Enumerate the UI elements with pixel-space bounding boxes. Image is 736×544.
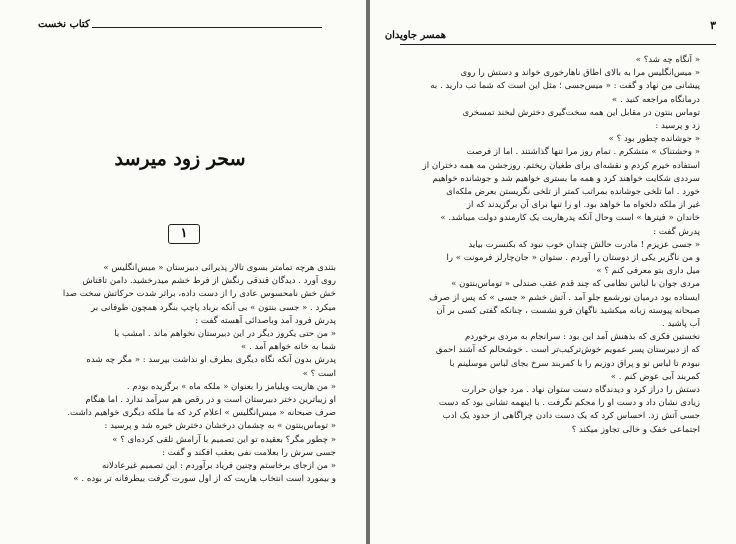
- text-line: زد و پرسید :: [655, 121, 700, 132]
- header-rule: [400, 44, 716, 45]
- text-line: پدرش فرود آمد وباصدائی آهسته گفت :: [195, 315, 336, 326]
- text-line: اجتماعی خفک و خالی تجاوز میکند ؟: [571, 424, 700, 435]
- text-line: نخستین فکری که بذهنش آمد این بود : سرانجام به مردی برخوردم: [464, 332, 700, 343]
- text-line: آب پاشید .: [662, 319, 700, 330]
- text-line: « من حتی یکروز دیگر در این دبیرستان نخواهم ماند . امشب با: [114, 329, 336, 340]
- text-line: جسی آتش زد. احساس کرد که یک دست دادن چراگاهی از حدود یک ادب: [442, 411, 700, 422]
- text-line: « توماس‌بنتون » به چشمان درخشان دخترش خیره شد و پرسید :: [104, 421, 336, 432]
- text-line: غیر از ملکه دلخواه ما خواهد بود. او را تنها برای آن برگزیدند که از: [466, 200, 700, 211]
- text-line: که از دبیرستان پسر عمویم خوش‌ترکیب‌تر است . خوشحالم که آشند احمق: [435, 345, 700, 356]
- text-line: « میس‌انگلیس مرا به بالای اطاق ناهارخوری خواند و دستش را روی: [460, 68, 700, 79]
- text-line: صبحانه پیوسته زبانه میکشید ناگهان فرو نشست ، چنانکه گفتی کسی بر آن: [436, 305, 700, 316]
- text-line: پدرش بدون آنکه نگاه دیگری بطرف او نداشت بپرسد : « مگر چه شده: [86, 355, 336, 366]
- text-line: « وحشتناک » متشکرم . تمام روز مرا تنها گذاشتند . اما از فرصت: [466, 147, 700, 158]
- running-title-right: همسر جاویدان: [384, 30, 446, 41]
- running-title-left: کتاب نخست: [38, 19, 90, 30]
- text-line: پیشانی من نهاد و گفت : « میس‌جسی ؛ مثل این است که شما تب دارید . به: [430, 81, 700, 92]
- text-line: درمانگاه مراجعه کنید . »: [612, 94, 700, 105]
- text-line: خورد . اما تلخی جوشانده بمراتب کمتر از تلخی نگریستن بعرض ملکه‌ای: [446, 187, 700, 198]
- header-rule: [92, 27, 322, 28]
- text-line: « من هاریت ویلیامز را بعنوان « ملکه ماه » برگزیده بودم .: [126, 381, 336, 392]
- text-line: خش خش نامحسوس عادی را از دست داده، براثر شدت حرکاتش سخت صدا: [62, 289, 336, 300]
- text-line: زیادی نشان داد و دست او را محکم نگرفت . با اینهمه تشانی بود که دست: [438, 398, 700, 409]
- text-line: شما به خانه خواهم آمد . »: [241, 342, 336, 353]
- left-body-text: [38, 262, 336, 486]
- text-line: جسی سرش را بعلامت نفی بعقب افکند و گفت :: [162, 447, 336, 458]
- right-body-text: [400, 54, 700, 437]
- text-line: « جوشانده چطور بود ؟ »: [608, 134, 700, 145]
- text-line: استفاده خیرم کردم و نقشه‌ای برای طغیان ریختم. روزجشن مه همه دختران از: [422, 160, 700, 171]
- text-line: و من ناگزیر یکی از دوستان را آوردم . ستوان « جان‌چارلز فرمونت » را: [446, 253, 700, 264]
- text-line: کمربند آبی عوض کنم . »: [610, 371, 700, 382]
- text-line: او زیباترین دختر دبیرستان است و در رقص هم سرآمد ندارد . اما هنگام: [85, 395, 336, 406]
- text-line: « چطور مگر؟ بعقیده تو این تصمیم با آرامش تلقی کرده‌ای ؟ »: [112, 434, 336, 445]
- text-line: میکرد . « جسی بنتون » بی آنکه برباد پاچپ بنگرد همچون طوفانی بر: [91, 302, 336, 313]
- left-page: [0, 0, 366, 544]
- text-line: مردی جوان با لباس نظامی که چند قدم عقب صندلی « توماس‌بنتون »: [451, 279, 700, 290]
- text-line: پدرش گفت :: [653, 226, 700, 237]
- text-line: است ؟ »: [302, 368, 336, 379]
- text-line: سرددی شکایت خواهند کرد و همه ما بستری خواهیم شد و جوشانده خواهیم: [432, 173, 700, 184]
- text-line: بتندی هرچه تمامتر بسوی تالار پذیرائی دبیرستان « میس‌انگلیس »: [103, 263, 336, 273]
- page-number: ۳: [710, 19, 716, 32]
- text-line: نبودم تا لباس نو و پراق دوزیم را با کمربند سرخ بجای لباس موسلینم با: [449, 358, 700, 369]
- text-line: خاندان « فیترها » است وحال آنکه پدرهاریت یک کارمندو دولت میباشد. »: [440, 213, 700, 224]
- text-line: و بیمورد است انتخاب هاریت که از اول سورت گرفت بیطرفانه تر بوده . »: [73, 474, 336, 485]
- text-line: صرف صبحانه « میس‌انگلیس » اعلام کرد که ما ملکه دیگری خواهیم داشت.: [67, 408, 336, 419]
- right-page: [370, 0, 736, 544]
- text-line: میل داری بتو معرفی کنم ؟ »: [596, 266, 700, 277]
- text-line: « آنگاه چه شد؟ »: [635, 55, 700, 65]
- text-line: « من ازجای برخاستم وچنین فریاد برآوردم : این تصمیم غیرعادلانه: [102, 461, 336, 472]
- chapter-title: سحر زود میرسد: [114, 148, 246, 170]
- text-line: دستش را دراز کرد و دیدندگاه دست ستوان نهاد . مرد جوان حرارت: [461, 385, 700, 396]
- text-line: روی آورد . دیدگان قندقی رنگش از فرط خشم میدرخشید. دامن تافتاش: [82, 276, 336, 287]
- text-line: « جسی عزیزم ! مادرت حالش چندان خوب نبود که بکنسرت بیاید: [468, 239, 700, 250]
- text-line: توماس بنتون در مقابل این همه سخت‌گیری دخترش لبخند تمسخری: [462, 107, 700, 118]
- chapter-number: ۱: [168, 224, 200, 244]
- text-line: ایستاده بود درمیان نورشمع جلو آمد . آتش خشم « جسی » که پس از صرف: [429, 292, 700, 303]
